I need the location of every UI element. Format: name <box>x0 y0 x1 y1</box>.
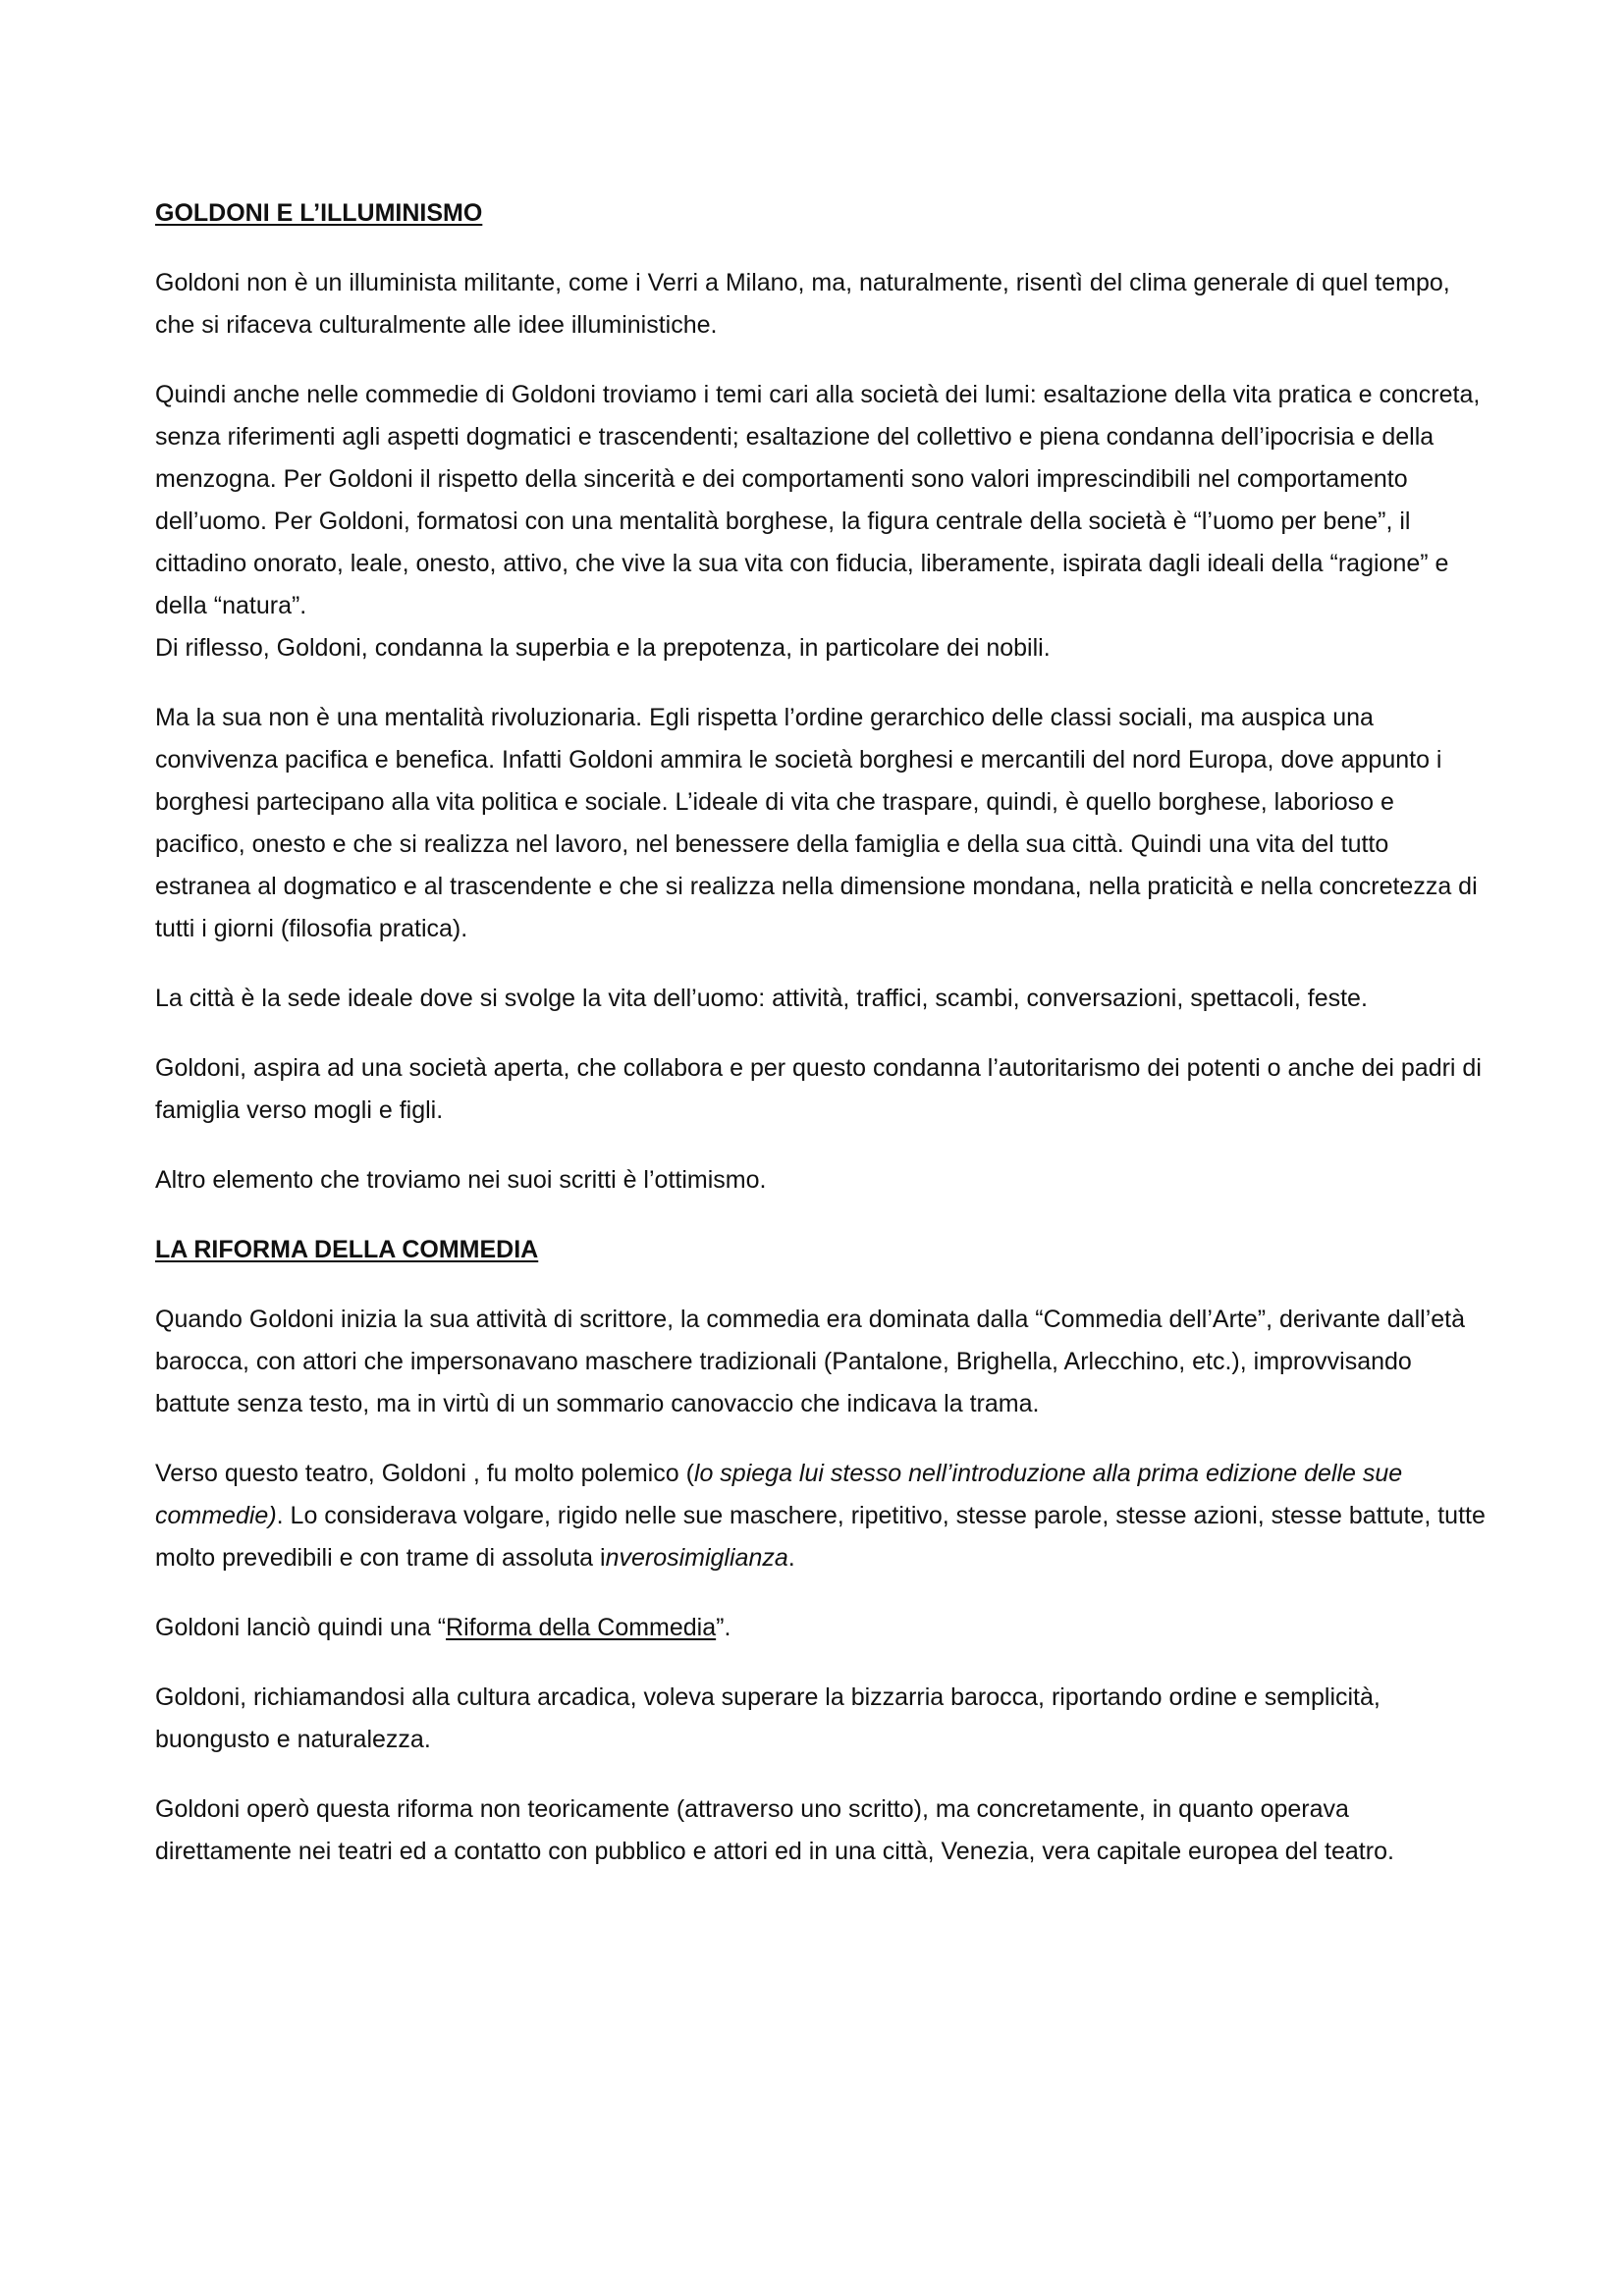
paragraph: Quindi anche nelle commedie di Goldoni troviamo i temi cari alla società dei lumi: esaltazione della vita pratica e concreta, senza riferimenti agli aspetti dogmatici e trascendenti; esaltazione del collettivo e piena condanna dell’ipocrisia e della menzogna. Per Goldoni il rispetto della sincerità e dei comportamenti sono valori imprescindibili nel comportamento dell’uomo. Per Goldoni, formatosi con una mentalità borghese, la figura centrale della società è “l’uomo per bene”, il cittadino onorato, leale, onesto, attivo, che vive la sua vita con fiducia, liberamente, ispirata dagli ideali della “ragione” e della “natura”. <box>155 381 1481 619</box>
paragraph: Goldoni non è un illuminista militante, come i Verri a Milano, ma, naturalmente, risentì del clima generale di quel tempo, che si rifaceva culturalmente alle idee illuministiche. <box>155 269 1450 339</box>
document-page <box>155 192 1490 1873</box>
paragraph: Quando Goldoni inizia la sua attività di scrittore, la commedia era dominata dalla “Commedia dell’Arte”, derivante dall’età barocca, con attori che impersonavano maschere tradizionali (Pantalone, Brighella, Arlecchino, etc.), improvvisando battute senza testo, ma in virtù di un sommario canovaccio che indicava la trama. <box>155 1306 1465 1417</box>
paragraph: Ma la sua non è una mentalità rivoluzionaria. Egli rispetta l’ordine gerarchico delle classi sociali, ma auspica una convivenza pacifica e benefica. Infatti Goldoni ammira le società borghesi e mercantili del nord Europa, dove appunto i borghesi partecipano alla vita politica e sociale. L’ideale di vita che traspare, quindi, è quello borghese, laborioso e pacifico, onesto e che si realizza nel lavoro, nel benessere della famiglia e della sua città. Quindi una vita del tutto estranea al dogmatico e al trascendente e che si realizza nella dimensione mondana, nella praticità e nella concretezza di tutti i giorni (filosofia pratica). <box>155 704 1478 942</box>
italic-text: nverosimiglianza <box>605 1544 788 1572</box>
text-run: Verso questo teatro, Goldoni , fu molto polemico ( <box>155 1460 694 1487</box>
section-heading-illuminismo: GOLDONI E L’ILLUMINISMO <box>155 199 483 227</box>
underlined-text: Riforma della Commedia <box>446 1614 717 1641</box>
paragraph <box>155 1453 1490 1579</box>
text-run: ”. <box>716 1614 731 1641</box>
text-run: . Lo considerava volgare, rigido nelle sue maschere, ripetitivo, stesse parole, stesse azioni, stesse battute, tutte molto prevedibili e con trame di assoluta i <box>155 1502 1486 1572</box>
text-run: . <box>787 1544 795 1572</box>
paragraph: Goldoni operò questa riforma non teoricamente (attraverso uno scritto), ma concretamente, in quanto operava direttamente nei teatri ed a contatto con pubblico e attori ed in una città, Venezia, vera capitale europea del teatro. <box>155 1795 1394 1865</box>
paragraph <box>155 1607 1490 1649</box>
text-run: Goldoni lanciò quindi una “ <box>155 1614 447 1641</box>
italic-text: lo spiega lui stesso nell’introduzione alla prima edizione delle sue commedie) <box>155 1460 1403 1529</box>
paragraph: Goldoni, richiamandosi alla cultura arcadica, voleva superare la bizzarria barocca, riportando ordine e semplicità, buongusto e naturalezza. <box>155 1683 1380 1753</box>
paragraph: Goldoni, aspira ad una società aperta, che collabora e per questo condanna l’autoritarismo dei potenti o anche dei padri di famiglia verso mogli e figli. <box>155 1054 1482 1124</box>
paragraph: Di riflesso, Goldoni, condanna la superbia e la prepotenza, in particolare dei nobili. <box>155 634 1051 662</box>
paragraph: La città è la sede ideale dove si svolge la vita dell’uomo: attività, traffici, scambi, conversazioni, spettacoli, feste. <box>155 985 1368 1012</box>
section-heading-riforma: LA RIFORMA DELLA COMMEDIA <box>155 1236 539 1263</box>
paragraph: Altro elemento che troviamo nei suoi scritti è l’ottimismo. <box>155 1166 767 1194</box>
